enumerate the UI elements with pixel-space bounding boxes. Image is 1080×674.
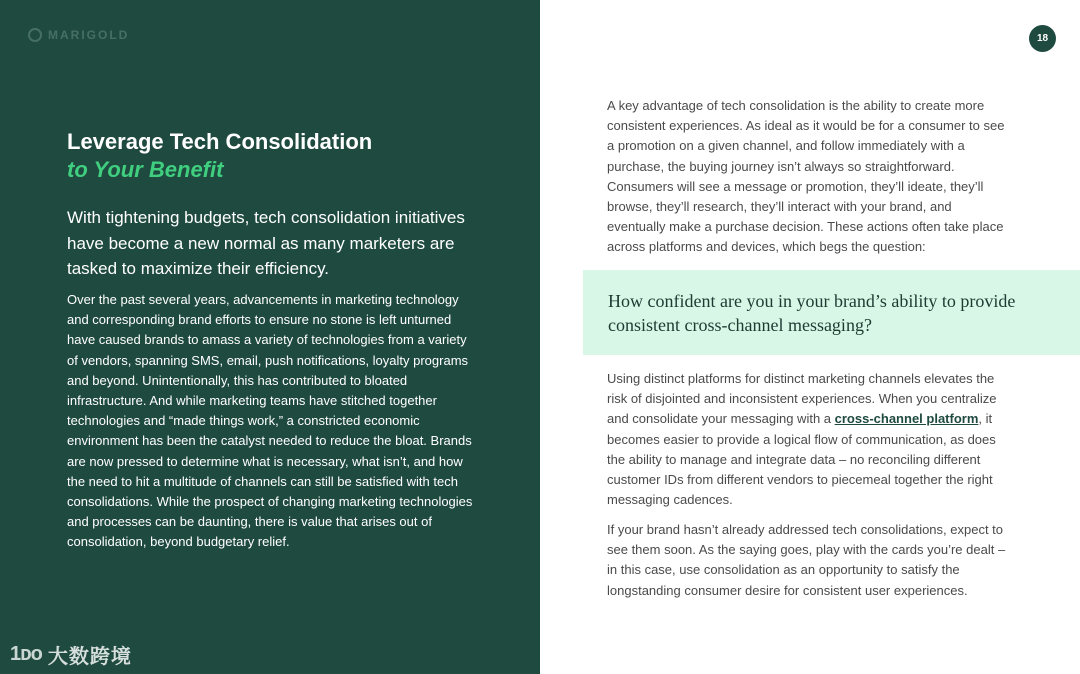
- paragraph-text-before-link: Using distinct platforms for distinct marketing channels elevates the risk of disjointed and inconsistent experiences. When you centralize and consolidate your messaging with a: [607, 371, 997, 427]
- watermark: [10, 640, 132, 669]
- watermark-logo-icon: 1ᴅᴏ: [10, 643, 42, 665]
- callout-box: [583, 270, 1080, 355]
- brand-logo: [28, 28, 129, 42]
- lead-paragraph: With tightening budgets, tech consolidation initiatives have become a new normal as many marketers are tasked to maximize their efficiency.: [67, 208, 465, 278]
- watermark-text: 大数跨境: [47, 646, 132, 668]
- paragraph-consistent-experiences: A key advantage of tech consolidation is the ability to create more consistent experiences. As ideal as it would be for a consumer to see a promotion on a given channel, and follow immediately with a purchase, the buying journey isn’t always so straightforward. Consumers will see a message or promotion, they’ll ideate, they’ll browse, they’ll research, they’ll interact with your brand, and eventually make a purchase decision. These actions often take place across platforms and devices, which begs the question:: [607, 98, 1005, 255]
- brand-mark-icon: [28, 28, 42, 42]
- page-subtitle: to Your Benefit: [67, 157, 224, 182]
- intro-body-paragraph: Over the past several years, advancements in marketing technology and corresponding brand efforts to ensure no stone is left unturned have caused brands to amass a variety of technologies from a variety of vendors, spanning SMS, email, push notifications, loyalty programs and beyond. Unintentionally, this has contributed to bloated infrastructure. And while marketing teams have stitched together technologies and “made things work,” a constricted economic environment has been the catalyst needed to reduce the bloat. Brands are now pressed to determine what is necessary, what isn’t, and how the need to hit a multitude of channels can still be satisfied with tech consolidations. While the prospect of changing marketing technologies and processes can be daunting, there is value that arises out of consolidation, beyond budgetary relief.: [67, 292, 473, 550]
- page-number-badge: 18: [1029, 25, 1056, 52]
- callout-question: How confident are you in your brand’s ability to provide consistent cross-channel messaging?: [608, 291, 1016, 335]
- cross-channel-platform-link[interactable]: cross-channel platform: [834, 411, 979, 427]
- page-title: Leverage Tech Consolidation: [67, 129, 373, 154]
- paragraph-closing: If your brand hasn’t already addressed tech consolidations, expect to see them soon. As the saying goes, play with the cards you’re dealt – in this case, use consolidation as an opportunity to satisfy the longstanding consumer desire for consistent user experiences.: [607, 522, 1006, 598]
- paragraph-text-after-link: , it becomes easier to provide a logical flow of communication, as does the ability to manage and integrate data – no reconciling different customer IDs from different vendors to piecemeal together the right messaging cadences.: [607, 411, 996, 508]
- brand-name: MARIGOLD: [48, 28, 130, 42]
- paragraph-distinct-platforms: [607, 369, 1007, 510]
